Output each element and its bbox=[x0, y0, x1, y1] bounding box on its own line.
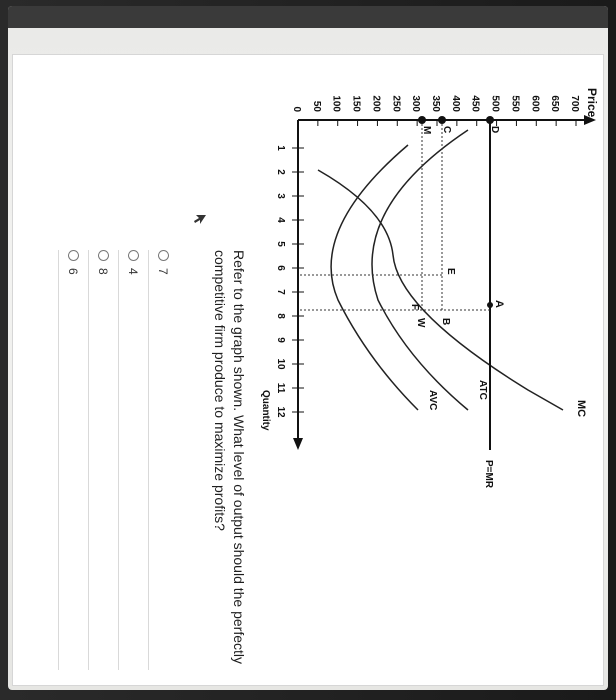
label-b: B bbox=[440, 318, 451, 326]
label-e: E bbox=[445, 268, 456, 275]
label-f: F bbox=[409, 304, 420, 311]
x-tick-label: 12 bbox=[275, 406, 286, 418]
x-tick-label: 8 bbox=[275, 313, 286, 319]
label-avc: AVC bbox=[427, 390, 438, 411]
y-tick-label: 0 bbox=[291, 106, 302, 112]
x-tick-label: 6 bbox=[275, 265, 286, 271]
x-tick-label: 5 bbox=[275, 241, 286, 247]
y-tick-label: 200 bbox=[370, 95, 382, 112]
option-label: 4 bbox=[126, 268, 141, 275]
y-tick-label: 400 bbox=[449, 95, 461, 112]
option-label: 6 bbox=[66, 268, 81, 275]
y-tick-label: 100 bbox=[330, 95, 342, 112]
x-axis-label: Quantity bbox=[260, 390, 271, 431]
label-d: D bbox=[489, 126, 500, 134]
radio-icon[interactable] bbox=[98, 250, 109, 261]
y-tick-label: 600 bbox=[529, 95, 541, 112]
label-c: C bbox=[441, 126, 452, 134]
x-axis-arrow bbox=[293, 438, 303, 450]
option-7[interactable] bbox=[148, 250, 178, 670]
x-tick-label: 2 bbox=[275, 169, 286, 175]
option-4[interactable] bbox=[118, 250, 148, 670]
y-tick-label: 250 bbox=[390, 95, 402, 112]
y-axis-label: Price bbox=[585, 88, 599, 118]
x-tick-label: 4 bbox=[275, 217, 286, 223]
cost-curves-graph bbox=[258, 60, 608, 680]
point-d bbox=[486, 116, 494, 124]
point-c bbox=[438, 116, 446, 124]
y-tick-label: 150 bbox=[350, 95, 362, 112]
x-tick-label: 9 bbox=[275, 337, 286, 343]
radio-icon[interactable] bbox=[128, 250, 139, 261]
option-6[interactable] bbox=[58, 250, 88, 670]
x-tick-label: 10 bbox=[275, 358, 286, 370]
y-tick-label: 450 bbox=[469, 95, 481, 112]
top-bar bbox=[8, 6, 608, 28]
rotated-question-area bbox=[28, 60, 608, 680]
point-m bbox=[418, 116, 426, 124]
label-w: W bbox=[415, 318, 426, 328]
radio-icon[interactable] bbox=[68, 250, 79, 261]
label-a: A bbox=[493, 300, 505, 308]
label-mc: MC bbox=[575, 400, 587, 418]
radio-icon[interactable] bbox=[158, 250, 169, 261]
y-tick-labels bbox=[291, 95, 580, 126]
option-8[interactable] bbox=[88, 250, 118, 670]
y-tick-label: 550 bbox=[509, 95, 521, 112]
x-tick-label: 7 bbox=[275, 289, 286, 295]
x-tick-label: 3 bbox=[275, 193, 286, 199]
x-tick-label: 11 bbox=[275, 382, 286, 394]
y-tick-label: 350 bbox=[430, 95, 441, 112]
option-label: 8 bbox=[96, 268, 111, 275]
y-tick-label: 500 bbox=[489, 95, 501, 112]
label-pmr: P=MR bbox=[483, 460, 494, 489]
y-tick-label: 700 bbox=[569, 95, 580, 112]
option-label: 7 bbox=[156, 268, 171, 275]
x-tick-labels bbox=[275, 145, 304, 418]
mouse-cursor-icon bbox=[194, 215, 206, 227]
answer-options bbox=[58, 250, 178, 670]
question-text: Refer to the graph shown. What level of output should the perfectly competitive firm produce to maximize profits? bbox=[212, 250, 247, 665]
label-atc: ATC bbox=[477, 380, 488, 400]
y-tick-label: 650 bbox=[549, 95, 561, 112]
y-tick-label: 50 bbox=[310, 100, 322, 112]
label-m: M bbox=[421, 126, 432, 135]
mc-curve bbox=[318, 170, 563, 410]
x-tick-label: 1 bbox=[275, 145, 286, 151]
y-tick-label: 300 bbox=[410, 95, 422, 112]
